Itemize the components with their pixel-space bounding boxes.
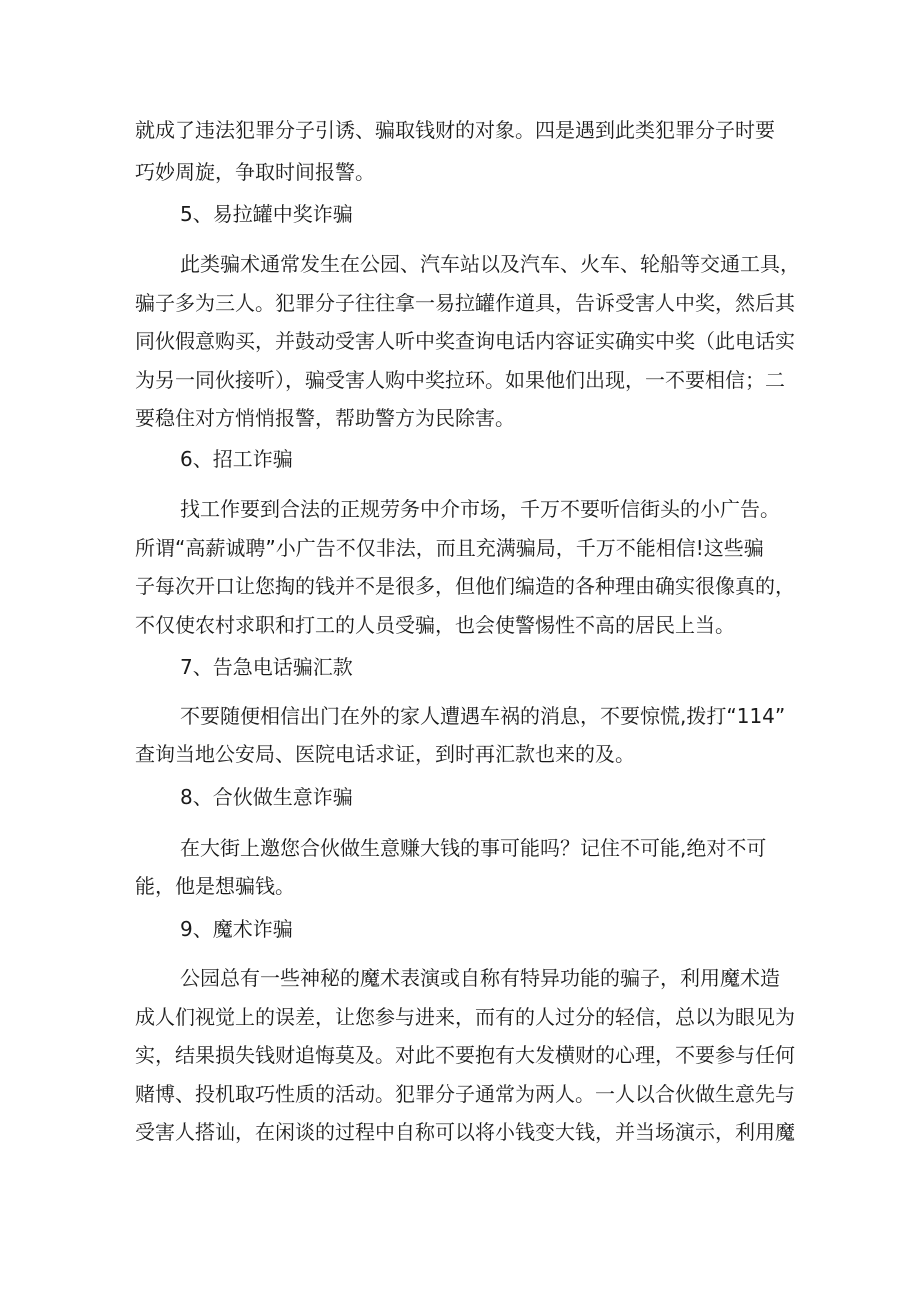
text-line: 巧妙周旋，争取时间报警。: [135, 160, 375, 184]
text-line: 在大街上邀您合伙做生意赚大钱的事可能吗？记住不可能,绝对不可: [180, 836, 767, 860]
section-heading-9: 9、魔术诈骗: [180, 917, 293, 941]
section-heading-8: 8、合伙做生意诈骗: [180, 785, 353, 809]
text-line: 能，他是想骗钱。: [135, 874, 295, 898]
text-line: 不要随便相信出门在外的家人遭遇车祸的消息，不要惊慌,拨打“114”: [180, 704, 786, 728]
section-heading-7: 7、告急电话骗汇款: [180, 655, 353, 679]
text-line: 此类骗术通常发生在公园、汽车站以及汽车、火车、轮船等交通工具，: [180, 252, 800, 276]
text-line: 找工作要到合法的正规劳务中介市场，千万不要听信街头的小广告。: [180, 497, 780, 521]
text-line: 所谓“高薪诚聘”小广告不仅非法，而且充满骗局，千万不能相信!这些骗: [135, 536, 764, 560]
text-line: 为另一同伙接听），骗受害人购中奖拉环。如果他们出现，一不要相信；二: [135, 368, 785, 392]
section-heading-5: 5、易拉罐中奖诈骗: [180, 202, 353, 226]
text-line: 子每次开口让您掏的钱并不是很多，但他们编造的各种理由确实很像真的，: [135, 574, 795, 598]
text-line: 骗子多为三人。犯罪分子往往拿一易拉罐作道具，告诉受害人中奖，然后其: [135, 291, 795, 315]
text-line: 同伙假意购买，并鼓动受害人听中奖查询电话内容证实确实中奖（此电话实: [135, 329, 795, 353]
section-heading-6: 6、招工诈骗: [180, 447, 293, 471]
text-line: 公园总有一些神秘的魔术表演或自称有特异功能的骗子，利用魔术造: [180, 966, 780, 990]
text-line: 受害人搭讪，在闲谈的过程中自称可以将小钱变大钱，并当场演示，利用魔: [135, 1120, 795, 1144]
text-line: 不仅使农村求职和打工的人员受骗，也会使警惕性不高的居民上当。: [135, 613, 735, 637]
text-line: 就成了违法犯罪分子引诱、骗取钱财的对象。四是遇到此类犯罪分子时要: [135, 118, 775, 142]
text-line: 赌博、投机取巧性质的活动。犯罪分子通常为两人。一人以合伙做生意先与: [135, 1082, 795, 1106]
text-line: 查询当地公安局、医院电话求证，到时再汇款也来的及。: [135, 742, 635, 766]
text-line: 实，结果损失钱财追悔莫及。对此不要抱有大发横财的心理，不要参与任何: [135, 1043, 795, 1067]
text-line: 要稳住对方悄悄报警，帮助警方为民除害。: [135, 406, 515, 430]
text-line: 成人们视觉上的误差，让您参与进来，而有的人过分的轻信，总以为眼见为: [135, 1005, 795, 1029]
